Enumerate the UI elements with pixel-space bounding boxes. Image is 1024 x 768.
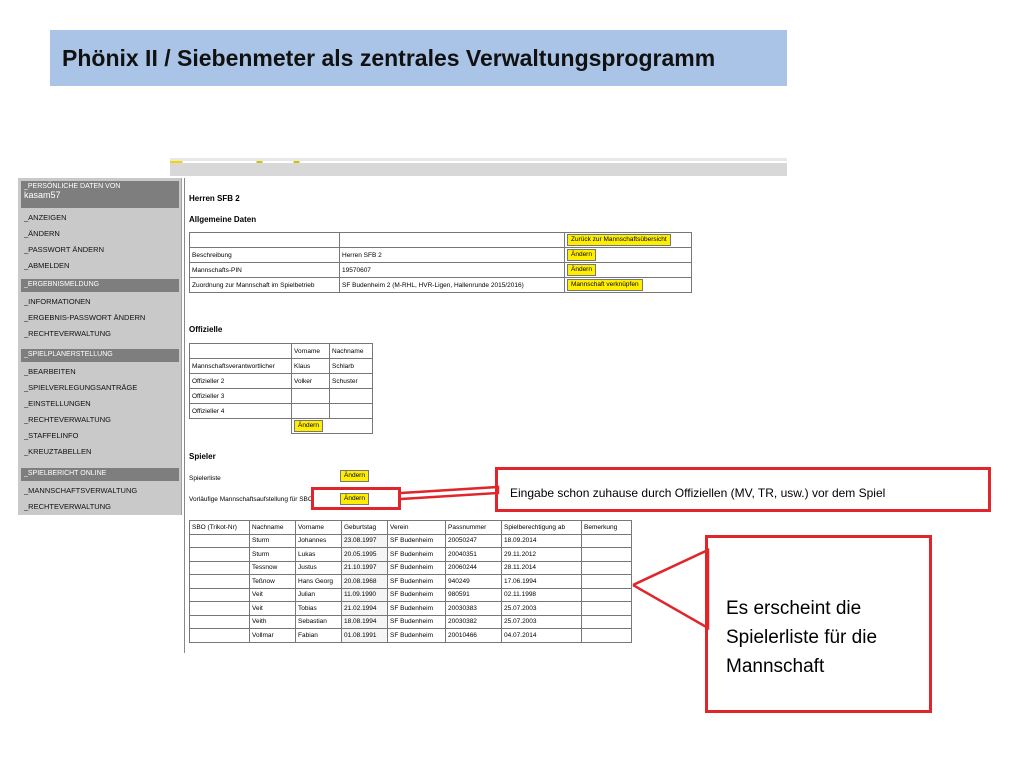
table-cell: Nachname xyxy=(330,344,373,359)
table-cell: Justus xyxy=(296,561,342,575)
highlight-box-lineup xyxy=(311,487,401,510)
official-first-name-field[interactable]: Volker xyxy=(292,374,330,389)
table-cell: 20050247 xyxy=(446,534,502,548)
table-cell xyxy=(565,233,692,248)
table-cell: 01.08.1991 xyxy=(342,629,388,643)
table-cell: 20030382 xyxy=(446,615,502,629)
table-cell: Veit xyxy=(250,588,296,602)
slide-title: Phönix II / Siebenmeter als zentrales Verwaltungsprogramm xyxy=(62,45,716,71)
section-heading-general: Allgemeine Daten xyxy=(189,215,257,224)
column-header: Bemerkung xyxy=(582,521,632,535)
section-heading-players: Spieler xyxy=(189,452,216,461)
table-row xyxy=(190,374,373,389)
callout-text-bottom: Es erscheint die Spielerliste für die Mannschaft xyxy=(726,598,878,677)
jersey-number-field[interactable] xyxy=(190,588,250,602)
table-cell xyxy=(565,248,692,263)
table-cell: Julian xyxy=(296,588,342,602)
official-first-name-field[interactable]: Klaus xyxy=(292,359,330,374)
official-last-name-field[interactable]: Schlarb xyxy=(330,359,373,374)
sidebar-username: kasam57 xyxy=(24,190,61,200)
section-heading-officials: Offizielle xyxy=(189,325,223,334)
column-header: Vorname xyxy=(296,521,342,535)
team-title: Herren SFB 2 xyxy=(189,194,240,203)
table-cell: Johannes xyxy=(296,534,342,548)
table-cell: Lukas xyxy=(296,548,342,562)
table-cell: Fabian xyxy=(296,629,342,643)
edit-officials-button[interactable]: Ändern xyxy=(294,420,323,432)
table-cell: 25.07.2003 xyxy=(502,615,582,629)
table-row[interactable] xyxy=(190,629,632,643)
table-row[interactable] xyxy=(190,561,632,575)
table-cell: 20060244 xyxy=(446,561,502,575)
jersey-number-field[interactable] xyxy=(190,615,250,629)
callout-box-bottom xyxy=(705,535,932,713)
edit-description-button[interactable]: Ändern xyxy=(567,249,596,261)
lineup-label: Vorläufige Mannschaftsaufstellung für SBO xyxy=(189,496,313,503)
sidebar-group-title: _PERSÖNLICHE DATEN VON xyxy=(24,183,121,190)
column-header: Verein xyxy=(388,521,446,535)
jersey-number-field[interactable] xyxy=(190,534,250,548)
back-to-teams-button[interactable]: Zurück zur Mannschaftsübersicht xyxy=(567,234,671,246)
table-cell xyxy=(582,602,632,616)
table-cell xyxy=(582,561,632,575)
table-cell: Teßnow xyxy=(250,575,296,589)
sidebar-item-ergebnis-passwort[interactable]: _ERGEBNIS-PASSWORT ÄNDERN xyxy=(24,313,146,322)
column-header: Nachname xyxy=(250,521,296,535)
table-cell: 28.11.2014 xyxy=(502,561,582,575)
sidebar-item-anzeigen[interactable]: _ANZEIGEN xyxy=(24,213,67,222)
jersey-number-field[interactable] xyxy=(190,548,250,562)
table-cell: Offizieller 2 xyxy=(190,374,292,389)
table-cell: SF Budenheim xyxy=(388,561,446,575)
sidebar-group-header-spielplanerstellung: _SPIELPLANERSTELLUNG xyxy=(21,349,179,362)
link-team-button[interactable]: Mannschaft verknüpfen xyxy=(567,279,643,291)
table-cell: SF Budenheim xyxy=(388,534,446,548)
sidebar-item-rechteverwaltung-1[interactable]: _RECHTEVERWALTUNG xyxy=(24,329,111,338)
sidebar-item-einstellungen[interactable]: _EINSTELLUNGEN xyxy=(24,399,91,408)
table-cell: 20.08.1968 xyxy=(342,575,388,589)
official-last-name-field[interactable] xyxy=(330,389,373,404)
sidebar-item-spielverlegungsantraege[interactable]: _SPIELVERLEGUNGSANTRÄGE xyxy=(24,383,138,392)
table-row[interactable] xyxy=(190,602,632,616)
official-last-name-field[interactable] xyxy=(330,404,373,419)
edit-lineup-button[interactable]: Ändern xyxy=(340,493,369,505)
table-cell xyxy=(582,575,632,589)
column-header: Geburtstag xyxy=(342,521,388,535)
callout-text-top: Eingabe schon zuhause durch Offiziellen (MV, TR, usw.) vor dem Spiel xyxy=(510,486,886,500)
player-table xyxy=(189,520,632,643)
sidebar-group-header-ergebnismeldung: _ERGEBNISMELDUNG xyxy=(21,279,179,292)
sidebar-item-informationen[interactable]: _INFORMATIONEN xyxy=(24,297,91,306)
table-cell: Herren SFB 2 xyxy=(340,248,565,263)
sidebar-item-bearbeiten[interactable]: _BEARBEITEN xyxy=(24,367,76,376)
table-cell: SF Budenheim xyxy=(388,548,446,562)
table-cell: Hans Georg xyxy=(296,575,342,589)
table-cell: SF Budenheim xyxy=(388,615,446,629)
table-cell: Veith xyxy=(250,615,296,629)
table-cell xyxy=(190,344,292,359)
table-cell: 21.10.1997 xyxy=(342,561,388,575)
table-cell xyxy=(190,233,340,248)
table-row xyxy=(190,359,373,374)
table-cell: SF Budenheim xyxy=(388,588,446,602)
table-cell: SF Budenheim xyxy=(388,602,446,616)
table-cell: Offizieller 4 xyxy=(190,404,292,419)
sidebar-item-passwort-aendern[interactable]: _PASSWORT ÄNDERN xyxy=(24,245,105,254)
table-cell: 18.08.1994 xyxy=(342,615,388,629)
official-first-name-field[interactable] xyxy=(292,404,330,419)
table-cell: 29.11.2012 xyxy=(502,548,582,562)
table-cell: Vollmar xyxy=(250,629,296,643)
arrow-top xyxy=(401,487,498,499)
table-cell: 20.05.1995 xyxy=(342,548,388,562)
table-cell: Vorname xyxy=(292,344,330,359)
jersey-number-field[interactable] xyxy=(190,629,250,643)
table-cell: SF Budenheim xyxy=(388,629,446,643)
table-cell: 18.09.2014 xyxy=(502,534,582,548)
table-cell: 17.06.1994 xyxy=(502,575,582,589)
table-cell: 940249 xyxy=(446,575,502,589)
table-cell: Mannschaftsverantwortlicher xyxy=(190,359,292,374)
sidebar-menu xyxy=(18,178,182,515)
column-header: Passnummer xyxy=(446,521,502,535)
table-cell: 04.07.2014 xyxy=(502,629,582,643)
table-cell xyxy=(582,629,632,643)
table-cell xyxy=(565,278,692,293)
table-row xyxy=(190,389,373,404)
table-cell xyxy=(340,233,565,248)
player-list-label: Spielerliste xyxy=(189,475,221,482)
table-cell: Offizieller 3 xyxy=(190,389,292,404)
table-cell: Sturm xyxy=(250,534,296,548)
sidebar-item-aendern[interactable]: _ÄNDERN xyxy=(24,229,60,238)
official-last-name-field[interactable]: Schuster xyxy=(330,374,373,389)
column-header: SBO (Trikot-Nr) xyxy=(190,521,250,535)
table-cell xyxy=(190,419,292,434)
table-cell: SF Budenheim xyxy=(388,575,446,589)
sidebar-item-abmelden[interactable]: _ABMELDEN xyxy=(24,261,70,270)
screenshot-header-band xyxy=(170,163,787,176)
table-cell: 02.11.1998 xyxy=(502,588,582,602)
sidebar-item-staffelinfo[interactable]: _STAFFELINFO xyxy=(24,431,79,440)
jersey-number-field[interactable] xyxy=(190,561,250,575)
table-cell xyxy=(582,588,632,602)
table-cell: 20010466 xyxy=(446,629,502,643)
general-data-table xyxy=(189,232,692,293)
sidebar-group-header-personal xyxy=(21,181,179,208)
table-cell: Tessnow xyxy=(250,561,296,575)
table-cell: Tobias xyxy=(296,602,342,616)
jersey-number-field[interactable] xyxy=(190,602,250,616)
column-header: Spielberechtigung ab xyxy=(502,521,582,535)
table-row[interactable] xyxy=(190,575,632,589)
table-cell xyxy=(582,615,632,629)
sidebar-group-header-spielbericht: _SPIELBERICHT ONLINE xyxy=(21,468,179,481)
table-cell: Mannschafts-PIN xyxy=(190,263,340,278)
table-cell: 25.07.2003 xyxy=(502,602,582,616)
table-cell: 20030383 xyxy=(446,602,502,616)
table-cell xyxy=(565,263,692,278)
sidebar-item-mannschaftsverwaltung[interactable]: _MANNSCHAFTSVERWALTUNG xyxy=(24,486,138,495)
table-cell: Beschreibung xyxy=(190,248,340,263)
jersey-number-field[interactable] xyxy=(190,575,250,589)
table-cell: 11.09.1990 xyxy=(342,588,388,602)
table-cell: 19570607 xyxy=(340,263,565,278)
sidebar-item-rechteverwaltung-2[interactable]: _RECHTEVERWALTUNG xyxy=(24,415,111,424)
table-cell: 980591 xyxy=(446,588,502,602)
sidebar-item-rechteverwaltung-3[interactable]: _RECHTEVERWALTUNG xyxy=(24,502,111,511)
table-header-row xyxy=(190,521,632,535)
edit-player-list-button[interactable]: Ändern xyxy=(340,470,369,482)
officials-table xyxy=(189,343,373,434)
edit-pin-button[interactable]: Ändern xyxy=(567,264,596,276)
callout-box-top xyxy=(495,467,991,512)
table-cell xyxy=(582,534,632,548)
table-row[interactable] xyxy=(190,588,632,602)
table-cell: Veit xyxy=(250,602,296,616)
table-cell xyxy=(582,548,632,562)
official-first-name-field[interactable] xyxy=(292,389,330,404)
table-row[interactable] xyxy=(190,534,632,548)
content-divider xyxy=(184,178,185,653)
sidebar-item-kreuztabellen[interactable]: _KREUZTABELLEN xyxy=(24,447,92,456)
table-row[interactable] xyxy=(190,548,632,562)
slide-title-bar xyxy=(50,30,787,86)
table-row[interactable] xyxy=(190,615,632,629)
table-cell: Sebastian xyxy=(296,615,342,629)
table-cell: 23.08.1997 xyxy=(342,534,388,548)
table-cell xyxy=(292,419,373,434)
table-cell: Sturm xyxy=(250,548,296,562)
table-cell: Zuordnung zur Mannschaft im Spielbetrieb xyxy=(190,278,340,293)
table-cell: 21.02.1994 xyxy=(342,602,388,616)
table-cell: SF Budenheim 2 (M-RHL, HVR-Ligen, Hallenrunde 2015/2016) xyxy=(340,278,565,293)
arrow-bottom xyxy=(633,550,708,628)
table-row xyxy=(190,404,373,419)
table-cell: 20040351 xyxy=(446,548,502,562)
